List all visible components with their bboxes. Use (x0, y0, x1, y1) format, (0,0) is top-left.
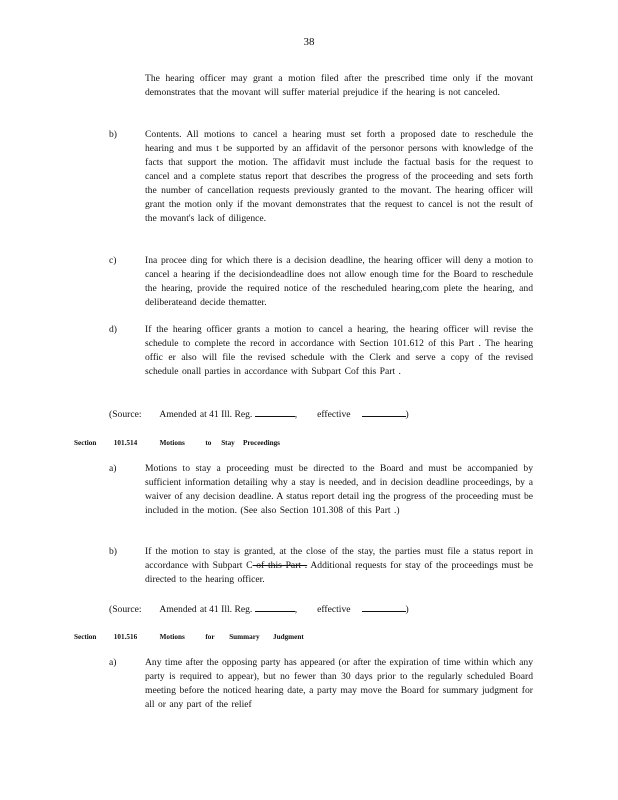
summary-item-text-a: Any time after the opposing party has appeared (or after the expiration of time within which any party is required to appear), but no fewer than 30 days prior to the regularly scheduled Board meeting before the noticed hearing date, a party may move the Board for summary judgment for all or any part of the relief (145, 657, 533, 710)
effective-blank (362, 406, 406, 417)
stay-item-b-struck: of this Part . (252, 560, 308, 571)
comma: , (294, 409, 298, 420)
item-marker-c: c) (109, 255, 117, 266)
source-label: (Source: (109, 604, 142, 615)
stay-item-text-b (145, 545, 533, 587)
section-label: Section (74, 439, 97, 447)
summary-item-marker-a: a) (109, 657, 117, 668)
item-text-c: Ina procee ding for which there is a decision deadline, the hearing officer will deny a motion to cancel a hearing if the decisiondeadline does not allow enough time for the Board to reschedule the hearing, provide the required notice of the rescheduled hearing,com plete the hearing, and deliberateand decide thematter. (145, 255, 533, 308)
item-text-d: If the hearing officer grants a motion to cancel a hearing, the hearing officer will revise the schedule to complete the record in accordance with Section 101.612 of this Part . The hearing offic er also will file the revised schedule with the Clerk and serve a copy of the revised schedule onall parties in accordance with Subpart Cof this Part . (145, 324, 533, 377)
comma: , (294, 604, 298, 615)
section-title-word: for (205, 633, 215, 641)
source-label: (Source: (109, 409, 142, 420)
reg-text: at 41 Ill. Reg. (199, 604, 253, 615)
stay-item-marker-b: b) (109, 546, 117, 557)
page-number: 38 (303, 36, 315, 48)
item-marker-d: d) (109, 324, 117, 335)
section-title-word: Proceedings (242, 439, 280, 447)
section-title-word: to (205, 439, 212, 447)
reg-text: at 41 Ill. Reg. (199, 409, 253, 420)
section-title-word: Motions (159, 633, 185, 641)
section-number: 101.516 (113, 633, 138, 641)
amended-label: Amended (159, 409, 197, 420)
section-heading-101-516 (74, 632, 304, 642)
effective-label: effective (317, 409, 351, 420)
item-text-b: Contents. All motions to cancel a hearing must set forth a proposed date to reschedule the hearing and mus t be supported by an affidavit of the personor persons with knowledge of the facts that support the motion. The affidavit must include the factual basis for the request to cancel and a complete status report that describes the progress of the proceeding and sets forth the number of cancellation requests previously granted to the movant. The hearing officer will grant the motion only if the movant demonstrates that the request to cancel is not the result of the movant's lack of diligence. (145, 129, 533, 224)
stay-item-text-a: Motions to stay a proceeding must be directed to the Board and must be accompanied by sufficient information detailing why a stay is needed, and in decision deadline proceedings, by a waiver of any decision deadline. A status report detail ing the progress of the proceeding must be included in the motion. (See also Section 101.308 of this Part .) (145, 463, 533, 516)
section-heading-101-514 (74, 438, 280, 448)
intro-paragraph: The hearing officer may grant a motion filed after the prescribed time only if the movant demonstrates that the movant will suffer material prejudice if the hearing is not canceled. (145, 73, 533, 98)
section-title-word: Judgment (272, 633, 304, 641)
reg-blank (255, 406, 295, 417)
effective-label: effective (317, 604, 351, 615)
source-close: ) (405, 409, 409, 420)
section-title-word: Summary (229, 633, 260, 641)
reg-blank (255, 601, 295, 612)
section-title-word: Stay (221, 439, 235, 447)
item-marker-b: b) (109, 129, 117, 140)
stay-item-b-after: Additional requests for stay of the proceedings must be directed to the hearing officer. (145, 560, 533, 585)
effective-blank (362, 601, 406, 612)
section-label: Section (74, 633, 97, 641)
stay-item-marker-a: a) (109, 463, 117, 474)
section-title-word: Motions (159, 439, 185, 447)
source-note (109, 406, 409, 422)
source-close: ) (405, 604, 409, 615)
source-note-2 (109, 601, 409, 617)
section-number: 101.514 (113, 439, 138, 447)
amended-label: Amended (159, 604, 197, 615)
stay-item-b-before: If the motion to stay is granted, at the close of the stay, the parties must file a status report in accordance with Subpart C (145, 546, 533, 571)
